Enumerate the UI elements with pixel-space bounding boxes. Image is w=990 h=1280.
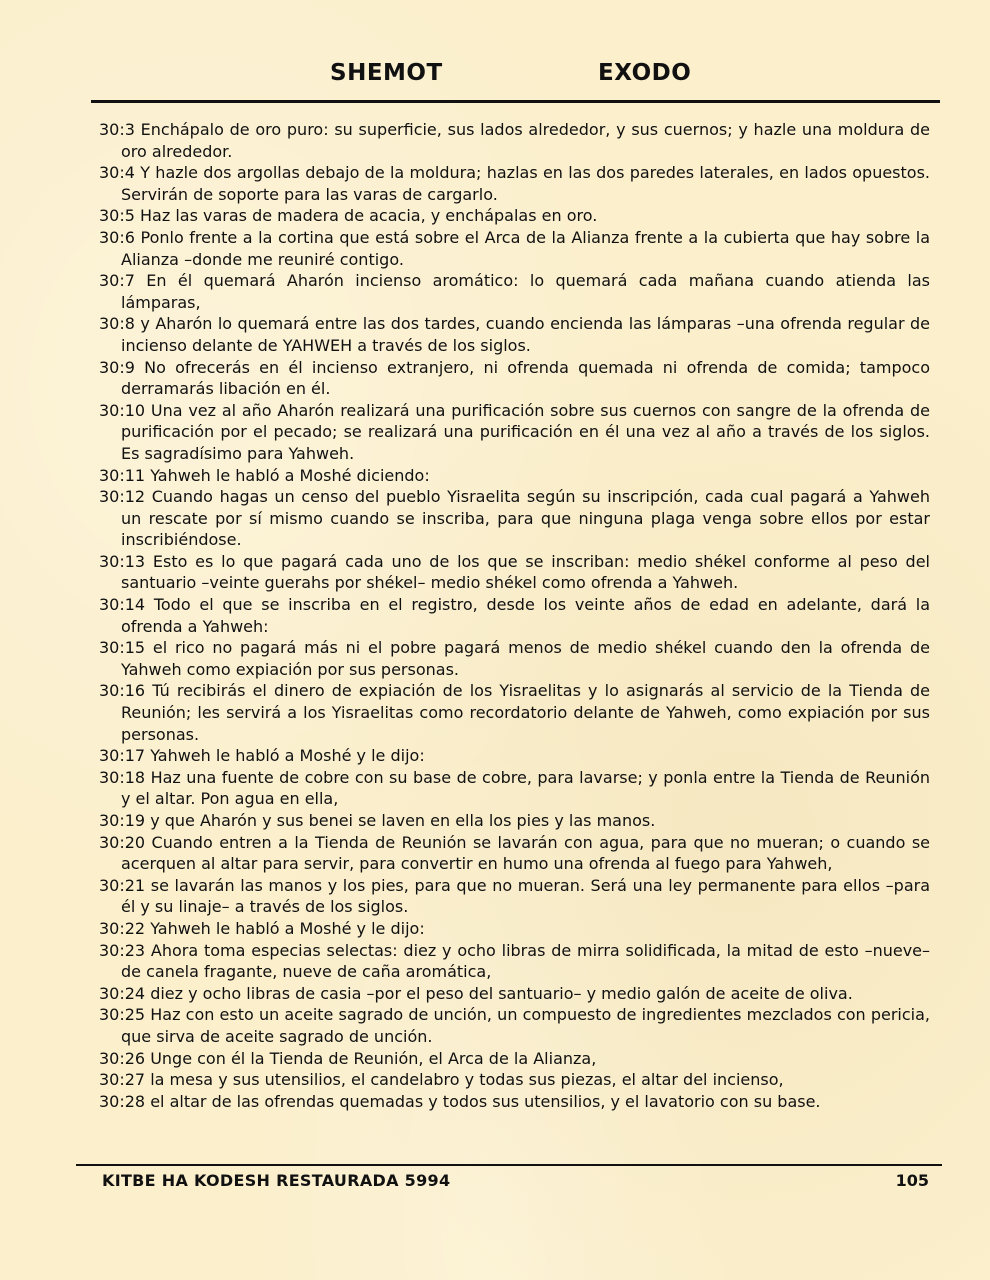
verse-30-6: 30:6 Ponlo frente a la cortina que está sobre el Arca de la Alianza frente a la cubierta que hay sobre la Alianza –donde me reuniré contigo. xyxy=(99,227,930,269)
verse-list xyxy=(99,119,930,1112)
verse-30-26: 30:26 Unge con él la Tienda de Reunión, el Arca de la Alianza, xyxy=(99,1048,597,1068)
verse-30-27: 30:27 la mesa y sus utensilios, el candelabro y todas sus piezas, el altar del incienso, xyxy=(99,1070,784,1090)
footer-book-title: KITBE HA KODESH RESTAURADA 5994 xyxy=(102,1171,451,1190)
verse-30-5: 30:5 Haz las varas de madera de acacia, y enchápalas en oro. xyxy=(99,206,598,226)
verse-30-13: 30:13 Esto es lo que pagará cada uno de los que se inscriban: medio shékel conforme al peso del santuario –veinte guerahs por shékel– medio shékel como ofrenda a Yahweh. xyxy=(99,551,930,593)
footer-divider xyxy=(76,1164,942,1166)
verse-30-24: 30:24 diez y ocho libras de casia –por el peso del santuario– y medio galón de aceite de oliva. xyxy=(99,983,853,1003)
verse-30-14: 30:14 Todo el que se inscriba en el registro, desde los veinte años de edad en adelante, dará la ofrenda a Yahweh: xyxy=(99,595,930,636)
page-number: 105 xyxy=(895,1171,929,1190)
verse-30-7: 30:7 En él quemará Aharón incienso aromático: lo quemará cada mañana cuando atienda las lámparas, xyxy=(99,271,930,312)
verse-30-19: 30:19 y que Aharón y sus benei se laven en ella los pies y las manos. xyxy=(99,811,656,830)
verse-30-8: 30:8 y Aharón lo quemará entre las dos tardes, cuando encienda las lámparas –una ofrenda regular de incienso delante de YAHWEH a través de los siglos. xyxy=(99,314,930,355)
header-spanish-title: EXODO xyxy=(598,60,692,86)
verse-30-28: 30:28 el altar de las ofrendas quemadas y todos sus utensilios, y el lavatorio con su base. xyxy=(99,1091,821,1111)
verse-30-16: 30:16 Tú recibirás el dinero de expiación de los Yisraelitas y lo asignarás al servicio de la Tienda de Reunión; les servirá a los Yisraelitas como recordatorio delante de Yahweh, como expiación por sus personas. xyxy=(99,681,930,744)
verse-30-17: 30:17 Yahweh le habló a Moshé y le dijo: xyxy=(99,746,425,766)
verse-30-22: 30:22 Yahweh le habló a Moshé y le dijo: xyxy=(99,918,425,938)
verse-30-15: 30:15 el rico no pagará más ni el pobre pagará menos de medio shékel cuando den la ofrenda de Yahweh como expiación por sus personas. xyxy=(99,638,930,679)
verse-30-18: 30:18 Haz una fuente de cobre con su base de cobre, para lavarse; y ponla entre la Tienda de Reunión y el altar. Pon agua en ella, xyxy=(99,767,930,809)
verse-30-10: 30:10 Una vez al año Aharón realizará una purificación sobre sus cuernos con sangre de la ofrenda de purificación por el pecado; se realizará una purificación en él una vez al año a través de los siglos. Es sagradísimo para Yahweh. xyxy=(99,400,930,463)
header-divider xyxy=(91,100,940,103)
verse-30-12: 30:12 Cuando hagas un censo del pueblo Yisraelita según su inscripción, cada cual pagará a Yahweh un rescate por sí mismo cuando se inscriba, para que ninguna plaga venga sobre ellos por estar inscribiéndose. xyxy=(99,487,930,550)
verse-30-23: 30:23 Ahora toma especias selectas: diez y ocho libras de mirra solidificada, la mitad de esto –nueve– de canela fragante, nueve de caña aromática, xyxy=(99,940,930,982)
page-header xyxy=(0,56,990,96)
verse-30-11: 30:11 Yahweh le habló a Moshé diciendo: xyxy=(99,465,430,485)
verse-30-21: 30:21 se lavarán las manos y los pies, para que no mueran. Será una ley permanente para ellos –para él y su linaje– a través de los siglos. xyxy=(99,875,930,917)
verse-30-3: 30:3 Enchápalo de oro puro: su superficie, sus lados alrededor, y sus cuernos; y hazle una moldura de oro alrededor. xyxy=(99,120,930,161)
verse-30-4: 30:4 Y hazle dos argollas debajo de la moldura; hazlas en las dos paredes laterales, en lados opuestos. Servirán de soporte para las varas de cargarlo. xyxy=(99,163,930,204)
verse-30-9: 30:9 No ofrecerás en él incienso extranjero, ni ofrenda quemada ni ofrenda de comida; tampoco derramarás libación en él. xyxy=(99,357,930,399)
header-hebrew-title: SHEMOT xyxy=(330,60,443,86)
verse-30-20: 30:20 Cuando entren a la Tienda de Reunión se lavarán con agua, para que no mueran; o cuando se acerquen al altar para servir, para convertir en humo una ofrenda al fuego para Yahweh, xyxy=(99,832,930,874)
verse-30-25: 30:25 Haz con esto un aceite sagrado de unción, un compuesto de ingredientes mezclados con pericia, que sirva de aceite sagrado de unción. xyxy=(99,1005,930,1046)
